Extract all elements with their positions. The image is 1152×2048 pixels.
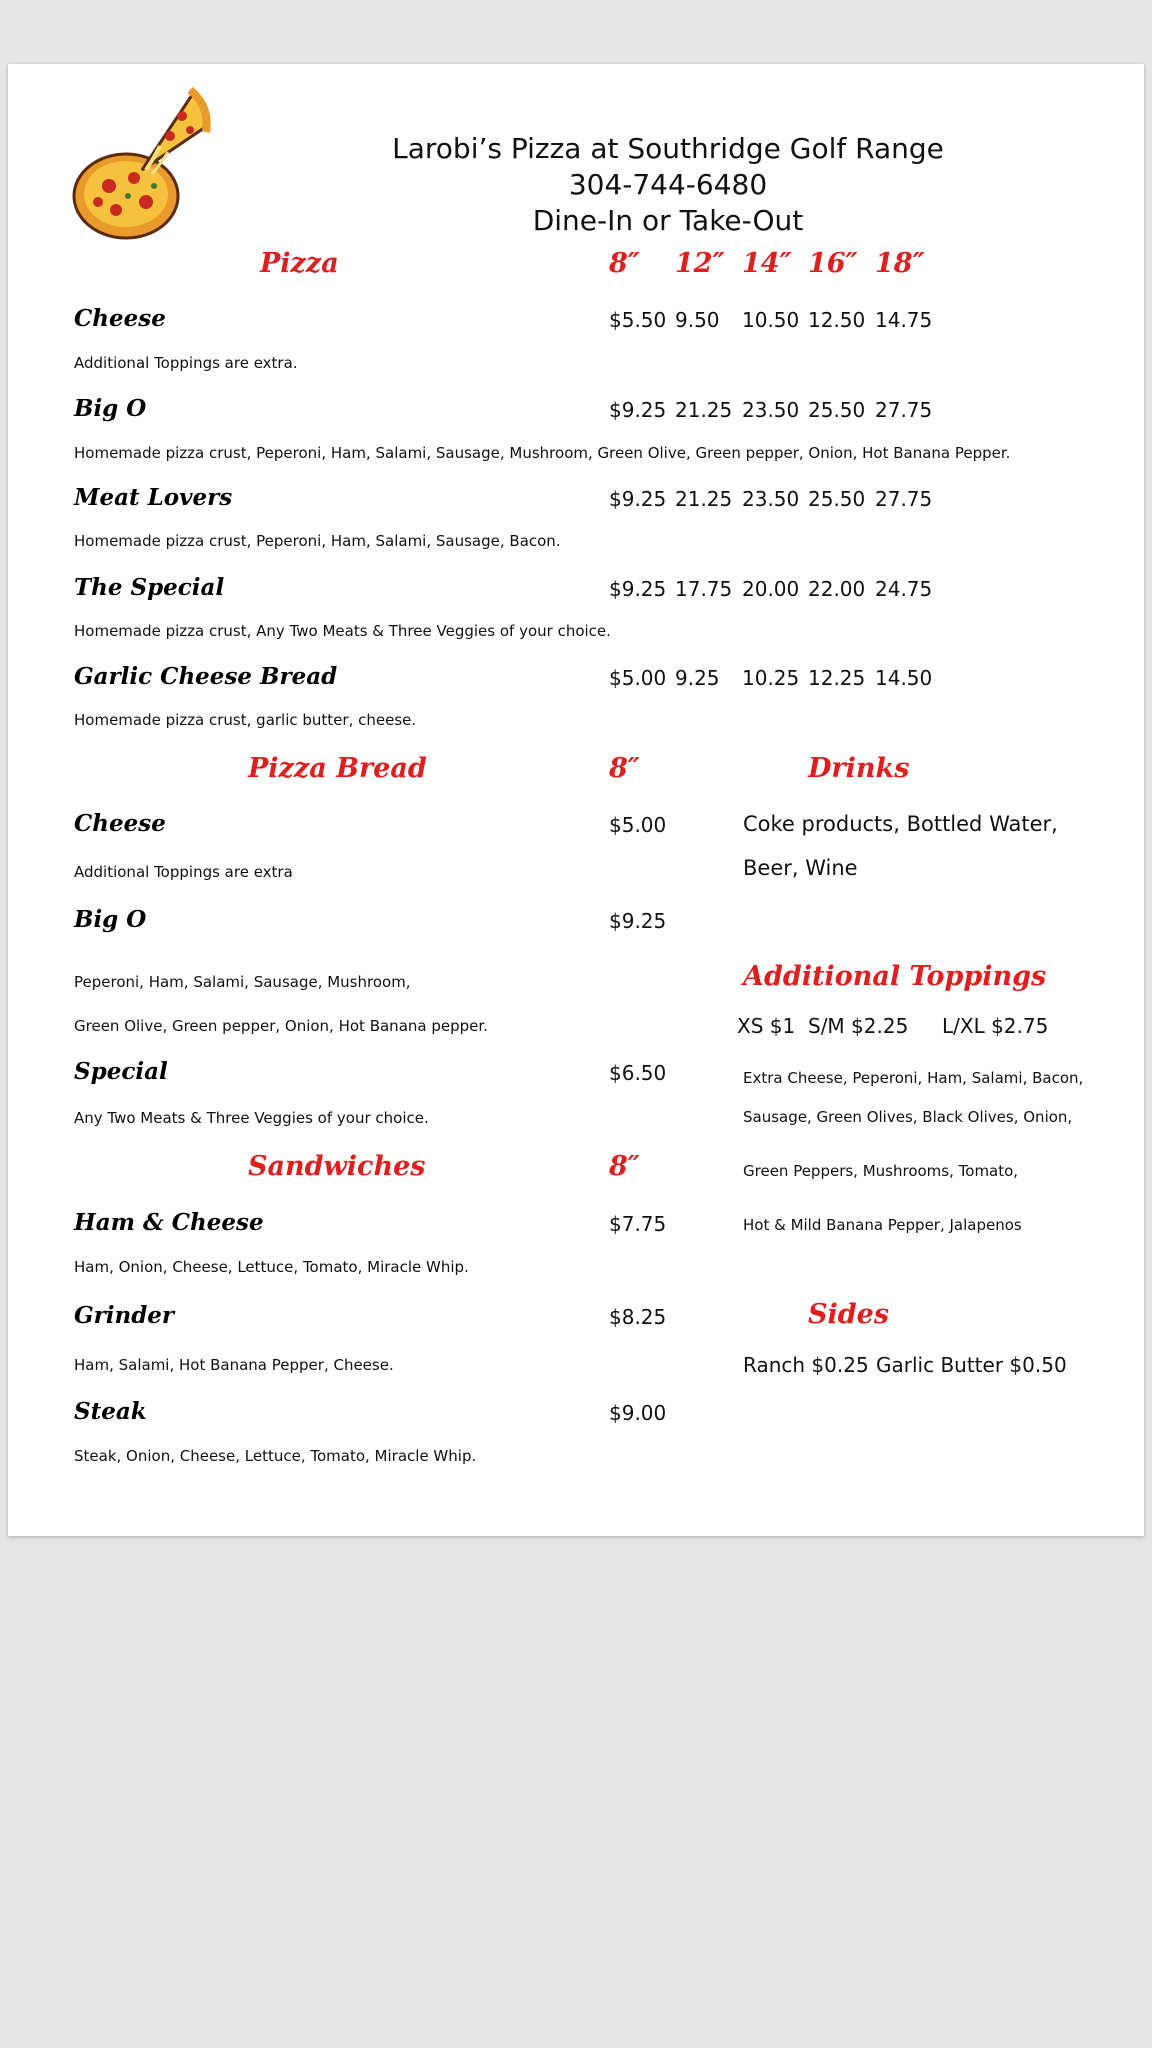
price-18: 27.75 bbox=[875, 487, 933, 511]
size-12-label: 12″ bbox=[675, 248, 725, 279]
pizza-item-cheese: Cheese bbox=[74, 305, 166, 332]
pizza-bread-heading: Pizza Bread bbox=[248, 753, 427, 784]
price-16: 25.50 bbox=[808, 487, 866, 511]
drinks-line-1: Coke products, Bottled Water, bbox=[743, 812, 1058, 836]
pizza-item-desc: Additional Toppings are extra. bbox=[74, 354, 298, 372]
pizza-item-big-o: Big O bbox=[74, 395, 147, 422]
pizza-slice-icon bbox=[64, 78, 214, 248]
toppings-list-line: Extra Cheese, Peperoni, Ham, Salami, Bacon, bbox=[743, 1069, 1084, 1087]
pizza-item-desc: Homemade pizza crust, garlic butter, cheese. bbox=[74, 711, 417, 729]
item-price: $7.75 bbox=[609, 1212, 667, 1236]
price-12: 21.25 bbox=[675, 487, 733, 511]
price-16: 22.00 bbox=[808, 577, 866, 601]
price-14: 20.00 bbox=[742, 577, 800, 601]
side-garlic-butter: Garlic Butter $0.50 bbox=[876, 1353, 1067, 1377]
pizza-bread-size-label: 8″ bbox=[609, 753, 640, 784]
side-ranch: Ranch $0.25 bbox=[743, 1353, 869, 1377]
price-14: 23.50 bbox=[742, 398, 800, 422]
size-14-label: 14″ bbox=[742, 248, 792, 279]
item-desc: Additional Toppings are extra bbox=[74, 863, 293, 881]
toppings-list-line: Green Peppers, Mushrooms, Tomato, bbox=[743, 1162, 1019, 1180]
price-16: 12.50 bbox=[808, 308, 866, 332]
pizza-item-desc: Homemade pizza crust, Peperoni, Ham, Salami, Sausage, Bacon. bbox=[74, 532, 561, 550]
price-8: $5.00 bbox=[609, 666, 667, 690]
price-8: $9.25 bbox=[609, 398, 667, 422]
sandwich-item-ham-cheese: Ham & Cheese bbox=[74, 1209, 264, 1236]
item-desc: Steak, Onion, Cheese, Lettuce, Tomato, Miracle Whip. bbox=[74, 1447, 477, 1465]
sandwiches-size-label: 8″ bbox=[609, 1151, 640, 1182]
price-12: 9.50 bbox=[675, 308, 720, 332]
price-16: 25.50 bbox=[808, 398, 866, 422]
item-price: $8.25 bbox=[609, 1305, 667, 1329]
pizza-item-meat-lovers: Meat Lovers bbox=[74, 484, 233, 511]
price-8: $9.25 bbox=[609, 487, 667, 511]
price-18: 14.50 bbox=[875, 666, 933, 690]
pizza-item-the-special: The Special bbox=[74, 574, 225, 601]
pizza-item-desc: Homemade pizza crust, Any Two Meats & Three Veggies of your choice. bbox=[74, 622, 611, 640]
price-16: 12.25 bbox=[808, 666, 866, 690]
price-12: 17.75 bbox=[675, 577, 733, 601]
item-desc: Green Olive, Green pepper, Onion, Hot Banana pepper. bbox=[74, 1017, 488, 1035]
topping-price-sm: S/M $2.25 bbox=[808, 1014, 909, 1038]
item-desc: Ham, Onion, Cheese, Lettuce, Tomato, Miracle Whip. bbox=[74, 1258, 469, 1276]
price-18: 24.75 bbox=[875, 577, 933, 601]
size-8-label: 8″ bbox=[609, 248, 640, 279]
sandwiches-heading: Sandwiches bbox=[248, 1151, 426, 1182]
toppings-list-line: Sausage, Green Olives, Black Olives, Onion, bbox=[743, 1108, 1073, 1126]
drinks-line-2: Beer, Wine bbox=[743, 856, 858, 880]
price-8: $5.50 bbox=[609, 308, 667, 332]
price-14: 10.25 bbox=[742, 666, 800, 690]
sides-heading: Sides bbox=[808, 1299, 890, 1330]
sandwich-item-grinder: Grinder bbox=[74, 1302, 175, 1329]
pizza-item-garlic-cheese-bread: Garlic Cheese Bread bbox=[74, 663, 338, 690]
pizza-item-desc: Homemade pizza crust, Peperoni, Ham, Salami, Sausage, Mushroom, Green Olive, Green pepper, Onion, Hot Banana Pepper. bbox=[74, 444, 1011, 462]
item-price: $9.25 bbox=[609, 909, 667, 933]
service-type: Dine-In or Take-Out bbox=[532, 204, 804, 237]
size-16-label: 16″ bbox=[808, 248, 858, 279]
sandwich-item-steak: Steak bbox=[74, 1398, 147, 1425]
price-12: 9.25 bbox=[675, 666, 720, 690]
drinks-heading: Drinks bbox=[808, 753, 910, 784]
pizza-heading: Pizza bbox=[260, 248, 339, 279]
toppings-list-line: Hot & Mild Banana Pepper, Jalapenos bbox=[743, 1216, 1022, 1234]
price-18: 14.75 bbox=[875, 308, 933, 332]
item-desc: Any Two Meats & Three Veggies of your choice. bbox=[74, 1109, 429, 1127]
item-price: $5.00 bbox=[609, 813, 667, 837]
additional-toppings-heading: Additional Toppings bbox=[743, 961, 1047, 992]
pizza-bread-item-cheese: Cheese bbox=[74, 810, 166, 837]
item-desc: Peperoni, Ham, Salami, Sausage, Mushroom, bbox=[74, 973, 411, 991]
menu-page bbox=[8, 64, 1144, 1536]
price-8: $9.25 bbox=[609, 577, 667, 601]
price-18: 27.75 bbox=[875, 398, 933, 422]
restaurant-name: Larobi’s Pizza at Southridge Golf Range bbox=[392, 132, 944, 165]
pizza-bread-item-special: Special bbox=[74, 1058, 168, 1085]
topping-price-lxl: L/XL $2.75 bbox=[942, 1014, 1049, 1038]
item-price: $9.00 bbox=[609, 1401, 667, 1425]
price-12: 21.25 bbox=[675, 398, 733, 422]
pizza-bread-item-big-o: Big O bbox=[74, 906, 147, 933]
item-price: $6.50 bbox=[609, 1061, 667, 1085]
price-14: 10.50 bbox=[742, 308, 800, 332]
topping-price-xs: XS $1 bbox=[737, 1014, 796, 1038]
price-14: 23.50 bbox=[742, 487, 800, 511]
size-18-label: 18″ bbox=[875, 248, 925, 279]
phone-number: 304-744-6480 bbox=[568, 168, 768, 201]
item-desc: Ham, Salami, Hot Banana Pepper, Cheese. bbox=[74, 1356, 394, 1374]
